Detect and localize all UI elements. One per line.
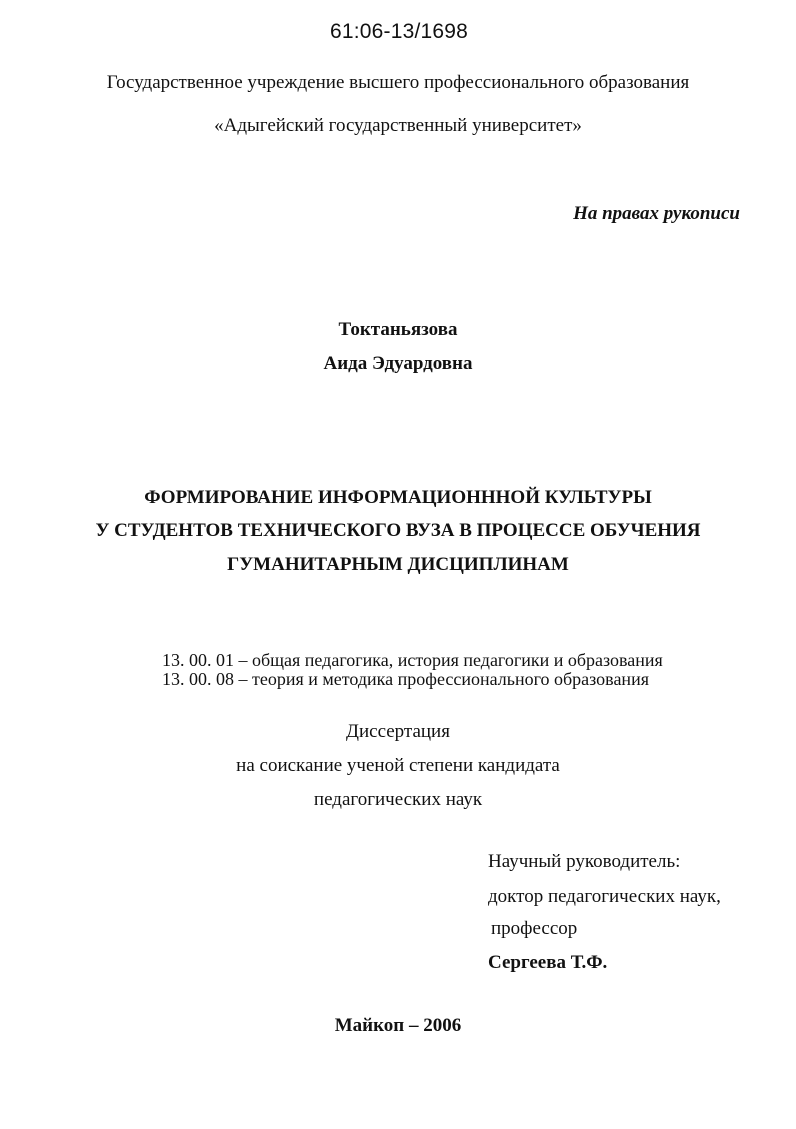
dissertation-title-line-1: ФОРМИРОВАНИЕ ИНФОРМАЦИОНННОЙ КУЛЬТУРЫ [144, 487, 652, 508]
registry-number: 61:06-13/1698 [330, 20, 469, 43]
dissertation-type: Диссертация [346, 721, 450, 742]
author-surname: Токтаньязова [338, 319, 458, 340]
manuscript-note: На правах рукописи [573, 203, 740, 224]
place-and-year: Майкоп – 2006 [334, 1015, 462, 1036]
dissertation-title-line-2: У СТУДЕНТОВ ТЕХНИЧЕСКОГО ВУЗА В ПРОЦЕССЕ ОБУЧЕНИЯ [95, 520, 701, 541]
supervisor-label: Научный руководитель: [488, 851, 681, 872]
university-name: «Адыгейский государственный университет» [214, 115, 582, 136]
specialty-line-2: 13. 00. 08 – теория и методика профессионального образования [162, 669, 649, 689]
supervisor-degree: доктор педагогических наук, [488, 886, 721, 907]
specialty-line-1: 13. 00. 01 – общая педагогика, история педагогики и образования [162, 650, 663, 670]
degree-field: педагогических наук [313, 789, 483, 810]
dissertation-title-line-3: ГУМАНИТАРНЫМ ДИСЦИПЛИНАМ [227, 554, 569, 575]
degree-purpose: на соискание ученой степени кандидата [236, 755, 560, 776]
institution-name: Государственное учреждение высшего профессионального образования [106, 72, 690, 93]
supervisor-title: профессор [491, 918, 578, 939]
author-given-names: Аида Эдуардовна [323, 353, 473, 374]
supervisor-name: Сергеева Т.Ф. [488, 952, 608, 973]
